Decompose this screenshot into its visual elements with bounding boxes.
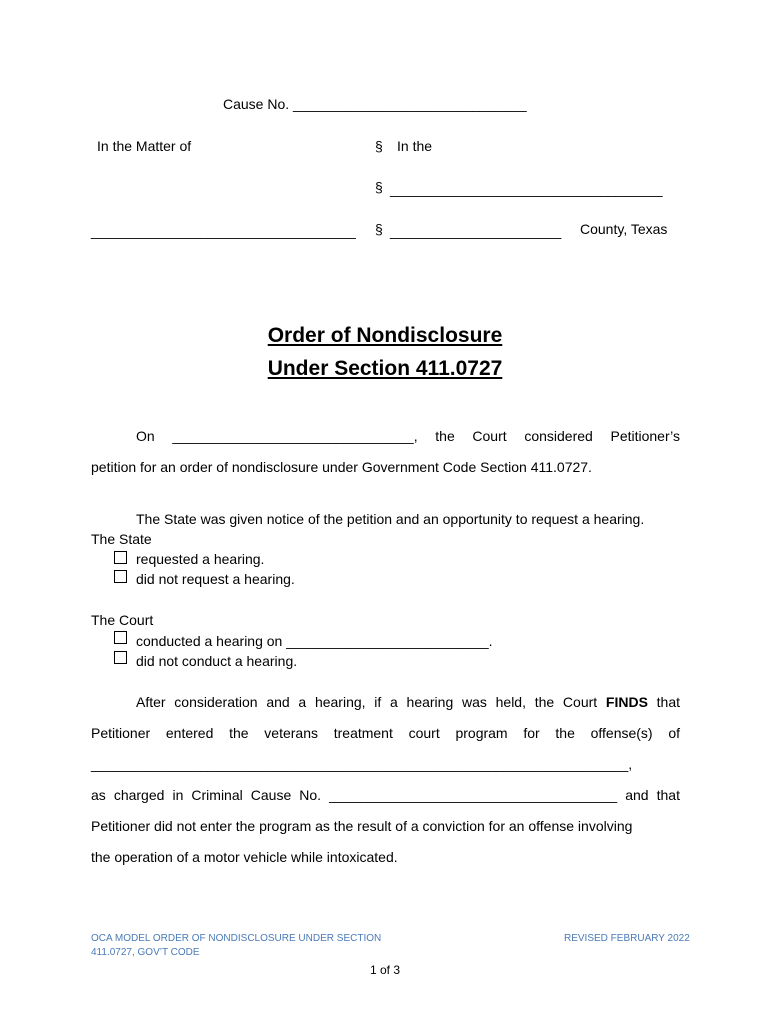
state-requested-label: requested a hearing. — [136, 551, 265, 567]
paragraph-1-line-1: On _______________________________, the Court considered Petitioner’s — [136, 428, 680, 444]
section-symbol-2: § — [375, 179, 383, 195]
paragraph-3-line-2: Petitioner entered the veterans treatment court program for the offense(s) of — [91, 725, 680, 741]
section-symbol-3: § — [375, 221, 383, 237]
state-requested-checkbox[interactable] — [114, 551, 127, 564]
footer-revised-date: REVISED FEBRUARY 2022 — [564, 933, 690, 944]
court-not-conducted-label: did not conduct a hearing. — [136, 653, 298, 669]
paragraph-2-line-1: The State was given notice of the petition and an opportunity to request a hearing. — [136, 511, 645, 527]
offense-blank: _____________________________________________________________________, — [91, 756, 633, 772]
state-not-requested-label: did not request a hearing. — [136, 571, 295, 587]
in-the-matter-of: In the Matter of — [97, 138, 192, 154]
page-number: 1 of 3 — [369, 963, 401, 977]
finding-text-pre: After consideration and a hearing, if a hearing was held, the Court — [136, 694, 598, 710]
paragraph-3-line-6: the operation of a motor vehicle while intoxicated. — [91, 849, 398, 865]
paragraph-3-line-1 — [136, 693, 680, 711]
court-not-conducted-checkbox[interactable] — [114, 651, 127, 664]
finding-text-post: that — [656, 694, 681, 710]
footer-left-line-2: 411.0727, GOV’T CODE — [91, 947, 200, 958]
county-blank: ______________________ — [390, 223, 562, 239]
paragraph-3-line-4: as charged in Criminal Cause No. _____________________________________ and that — [91, 787, 680, 803]
footer-left-line-1: OCA MODEL ORDER OF NONDISCLOSURE UNDER SECTION — [91, 933, 382, 944]
paragraph-1-line-2: petition for an order of nondisclosure under Government Code Section 411.0727. — [91, 459, 592, 475]
court-blank: ___________________________________ — [390, 181, 663, 197]
court-conducted-checkbox[interactable] — [114, 631, 127, 644]
court-conducted-label: conducted a hearing on __________________________. — [136, 633, 493, 649]
cause-number: Cause No. ______________________________ — [223, 96, 527, 112]
paragraph-3-line-5: Petitioner did not enter the program as the result of a conviction for an offense involving — [91, 818, 633, 834]
finds-keyword: FINDS — [605, 694, 648, 710]
document-title-line-1: Order of Nondisclosure — [267, 324, 503, 347]
document-title-line-2: Under Section 411.0727 — [267, 357, 503, 380]
section-symbol-1: § — [375, 138, 383, 154]
in-the-label: In the — [397, 138, 433, 154]
state-label: The State — [91, 531, 152, 547]
county-texas-label: County, Texas — [580, 221, 668, 237]
state-not-requested-checkbox[interactable] — [114, 570, 127, 583]
court-label: The Court — [91, 612, 154, 628]
party-name-blank: __________________________________ — [91, 223, 356, 239]
